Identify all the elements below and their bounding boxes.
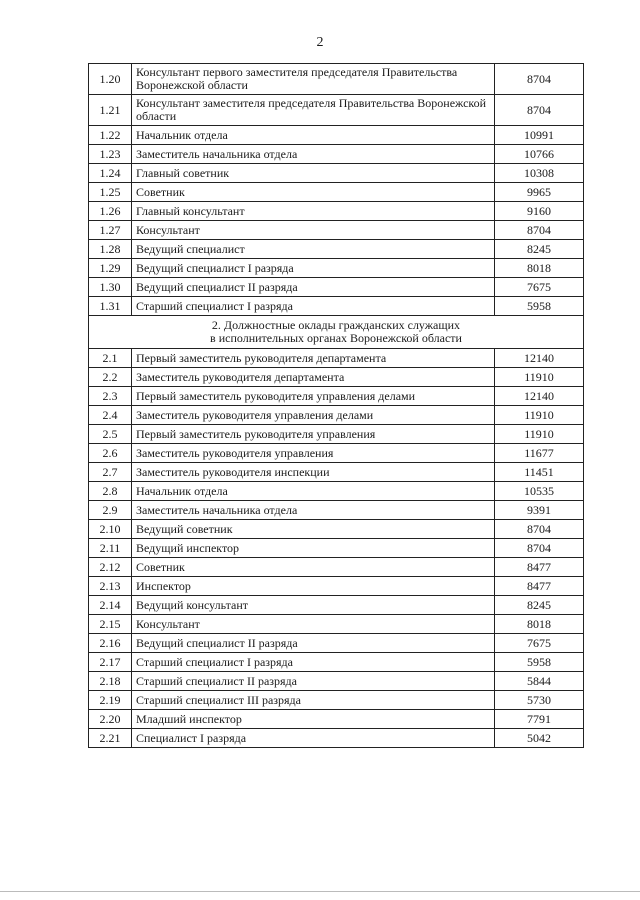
table-row xyxy=(89,672,584,691)
position-title: Первый заместитель руководителя управления делами xyxy=(132,387,495,406)
salary-value: 5844 xyxy=(495,672,584,691)
table-row xyxy=(89,482,584,501)
salary-value: 5958 xyxy=(495,653,584,672)
salary-value: 8245 xyxy=(495,240,584,259)
table-row xyxy=(89,278,584,297)
salary-value: 7791 xyxy=(495,710,584,729)
table-row xyxy=(89,183,584,202)
salary-value: 8704 xyxy=(495,520,584,539)
row-number: 2.18 xyxy=(89,672,132,691)
table-row xyxy=(89,387,584,406)
table-row xyxy=(89,126,584,145)
row-number: 2.21 xyxy=(89,729,132,748)
position-title: Главный консультант xyxy=(132,202,495,221)
salary-value: 12140 xyxy=(495,387,584,406)
table-row xyxy=(89,425,584,444)
row-number: 2.4 xyxy=(89,406,132,425)
position-title: Первый заместитель руководителя департамента xyxy=(132,349,495,368)
table-row xyxy=(89,501,584,520)
row-number: 1.29 xyxy=(89,259,132,278)
table-row xyxy=(89,729,584,748)
row-number: 2.3 xyxy=(89,387,132,406)
salary-value: 10308 xyxy=(495,164,584,183)
section-2-title xyxy=(89,316,584,349)
row-number: 1.25 xyxy=(89,183,132,202)
table-row xyxy=(89,64,584,95)
table-row xyxy=(89,240,584,259)
table-row xyxy=(89,202,584,221)
row-number: 1.27 xyxy=(89,221,132,240)
table-row xyxy=(89,577,584,596)
position-title: Заместитель руководителя департамента xyxy=(132,368,495,387)
salary-value: 5730 xyxy=(495,691,584,710)
position-title: Заместитель руководителя инспекции xyxy=(132,463,495,482)
position-title: Главный советник xyxy=(132,164,495,183)
row-number: 2.12 xyxy=(89,558,132,577)
row-number: 2.9 xyxy=(89,501,132,520)
position-title: Ведущий специалист II разряда xyxy=(132,278,495,297)
salary-value: 8704 xyxy=(495,539,584,558)
position-title: Ведущий специалист xyxy=(132,240,495,259)
salary-value: 8477 xyxy=(495,577,584,596)
row-number: 2.19 xyxy=(89,691,132,710)
row-number: 2.16 xyxy=(89,634,132,653)
table-row xyxy=(89,221,584,240)
salary-value: 7675 xyxy=(495,634,584,653)
row-number: 2.1 xyxy=(89,349,132,368)
table-row xyxy=(89,558,584,577)
position-title: Советник xyxy=(132,558,495,577)
table-row xyxy=(89,95,584,126)
row-number: 2.17 xyxy=(89,653,132,672)
row-number: 2.2 xyxy=(89,368,132,387)
row-number: 1.28 xyxy=(89,240,132,259)
salary-value: 8704 xyxy=(495,64,584,95)
position-title: Ведущий консультант xyxy=(132,596,495,615)
salary-value: 9160 xyxy=(495,202,584,221)
row-number: 2.5 xyxy=(89,425,132,444)
row-number: 2.7 xyxy=(89,463,132,482)
table-row xyxy=(89,145,584,164)
salary-value: 9965 xyxy=(495,183,584,202)
salary-value: 12140 xyxy=(495,349,584,368)
position-title: Консультант заместителя председателя Правительства Воронежской области xyxy=(132,95,495,126)
row-number: 1.23 xyxy=(89,145,132,164)
salary-value: 11910 xyxy=(495,425,584,444)
position-title: Заместитель начальника отдела xyxy=(132,501,495,520)
salary-value: 5042 xyxy=(495,729,584,748)
section-2-header-group xyxy=(89,316,584,349)
page-edge-line xyxy=(0,891,640,892)
position-title: Заместитель руководителя управления xyxy=(132,444,495,463)
row-number: 2.14 xyxy=(89,596,132,615)
position-title: Заместитель руководителя управления делами xyxy=(132,406,495,425)
row-number: 2.11 xyxy=(89,539,132,558)
position-title: Младший инспектор xyxy=(132,710,495,729)
row-number: 2.10 xyxy=(89,520,132,539)
salary-value: 8245 xyxy=(495,596,584,615)
table-row xyxy=(89,596,584,615)
row-number: 1.24 xyxy=(89,164,132,183)
salary-value: 11451 xyxy=(495,463,584,482)
section-2-rows xyxy=(89,349,584,748)
section-2-title-line-1: 2. Должностные оклады гражданских служащих xyxy=(211,318,461,332)
position-title: Консультант первого заместителя председателя Правительства Воронежской области xyxy=(132,64,495,95)
position-title: Начальник отдела xyxy=(132,482,495,501)
table-row xyxy=(89,615,584,634)
salary-table xyxy=(88,63,584,748)
salary-value: 8018 xyxy=(495,615,584,634)
salary-value: 8704 xyxy=(495,221,584,240)
position-title: Ведущий специалист I разряда xyxy=(132,259,495,278)
position-title: Ведущий советник xyxy=(132,520,495,539)
salary-value: 10535 xyxy=(495,482,584,501)
salary-value: 11677 xyxy=(495,444,584,463)
position-title: Старший специалист I разряда xyxy=(132,653,495,672)
salary-value: 8704 xyxy=(495,95,584,126)
position-title: Первый заместитель руководителя управления xyxy=(132,425,495,444)
salary-value: 10766 xyxy=(495,145,584,164)
position-title: Ведущий специалист II разряда xyxy=(132,634,495,653)
section-2-header xyxy=(89,316,584,349)
row-number: 2.15 xyxy=(89,615,132,634)
table-row xyxy=(89,297,584,316)
table-row xyxy=(89,444,584,463)
table-row xyxy=(89,653,584,672)
position-title: Консультант xyxy=(132,615,495,634)
salary-value: 11910 xyxy=(495,406,584,425)
position-title: Ведущий инспектор xyxy=(132,539,495,558)
row-number: 1.22 xyxy=(89,126,132,145)
row-number: 2.13 xyxy=(89,577,132,596)
table-row xyxy=(89,406,584,425)
position-title: Старший специалист II разряда xyxy=(132,672,495,691)
row-number: 1.31 xyxy=(89,297,132,316)
salary-value: 11910 xyxy=(495,368,584,387)
position-title: Консультант xyxy=(132,221,495,240)
table-row xyxy=(89,539,584,558)
position-title: Начальник отдела xyxy=(132,126,495,145)
row-number: 1.26 xyxy=(89,202,132,221)
table-row xyxy=(89,691,584,710)
salary-value: 8018 xyxy=(495,259,584,278)
table-row xyxy=(89,634,584,653)
position-title: Старший специалист I разряда xyxy=(132,297,495,316)
page-number: 2 xyxy=(316,35,324,50)
salary-value: 5958 xyxy=(495,297,584,316)
table-row xyxy=(89,463,584,482)
table-row xyxy=(89,349,584,368)
row-number: 2.8 xyxy=(89,482,132,501)
row-number: 1.20 xyxy=(89,64,132,95)
row-number: 1.21 xyxy=(89,95,132,126)
salary-value: 7675 xyxy=(495,278,584,297)
position-title: Советник xyxy=(132,183,495,202)
section-2-title-line-2: в исполнительных органах Воронежской области xyxy=(210,331,462,345)
table-row xyxy=(89,368,584,387)
table-row xyxy=(89,710,584,729)
section-1-rows xyxy=(89,64,584,316)
row-number: 2.20 xyxy=(89,710,132,729)
row-number: 2.6 xyxy=(89,444,132,463)
row-number: 1.30 xyxy=(89,278,132,297)
position-title: Старший специалист III разряда xyxy=(132,691,495,710)
salary-value: 8477 xyxy=(495,558,584,577)
position-title: Заместитель начальника отдела xyxy=(132,145,495,164)
salary-value: 9391 xyxy=(495,501,584,520)
position-title: Инспектор xyxy=(132,577,495,596)
salary-value: 10991 xyxy=(495,126,584,145)
table-row xyxy=(89,520,584,539)
table-row xyxy=(89,259,584,278)
table-row xyxy=(89,164,584,183)
position-title: Специалист I разряда xyxy=(132,729,495,748)
